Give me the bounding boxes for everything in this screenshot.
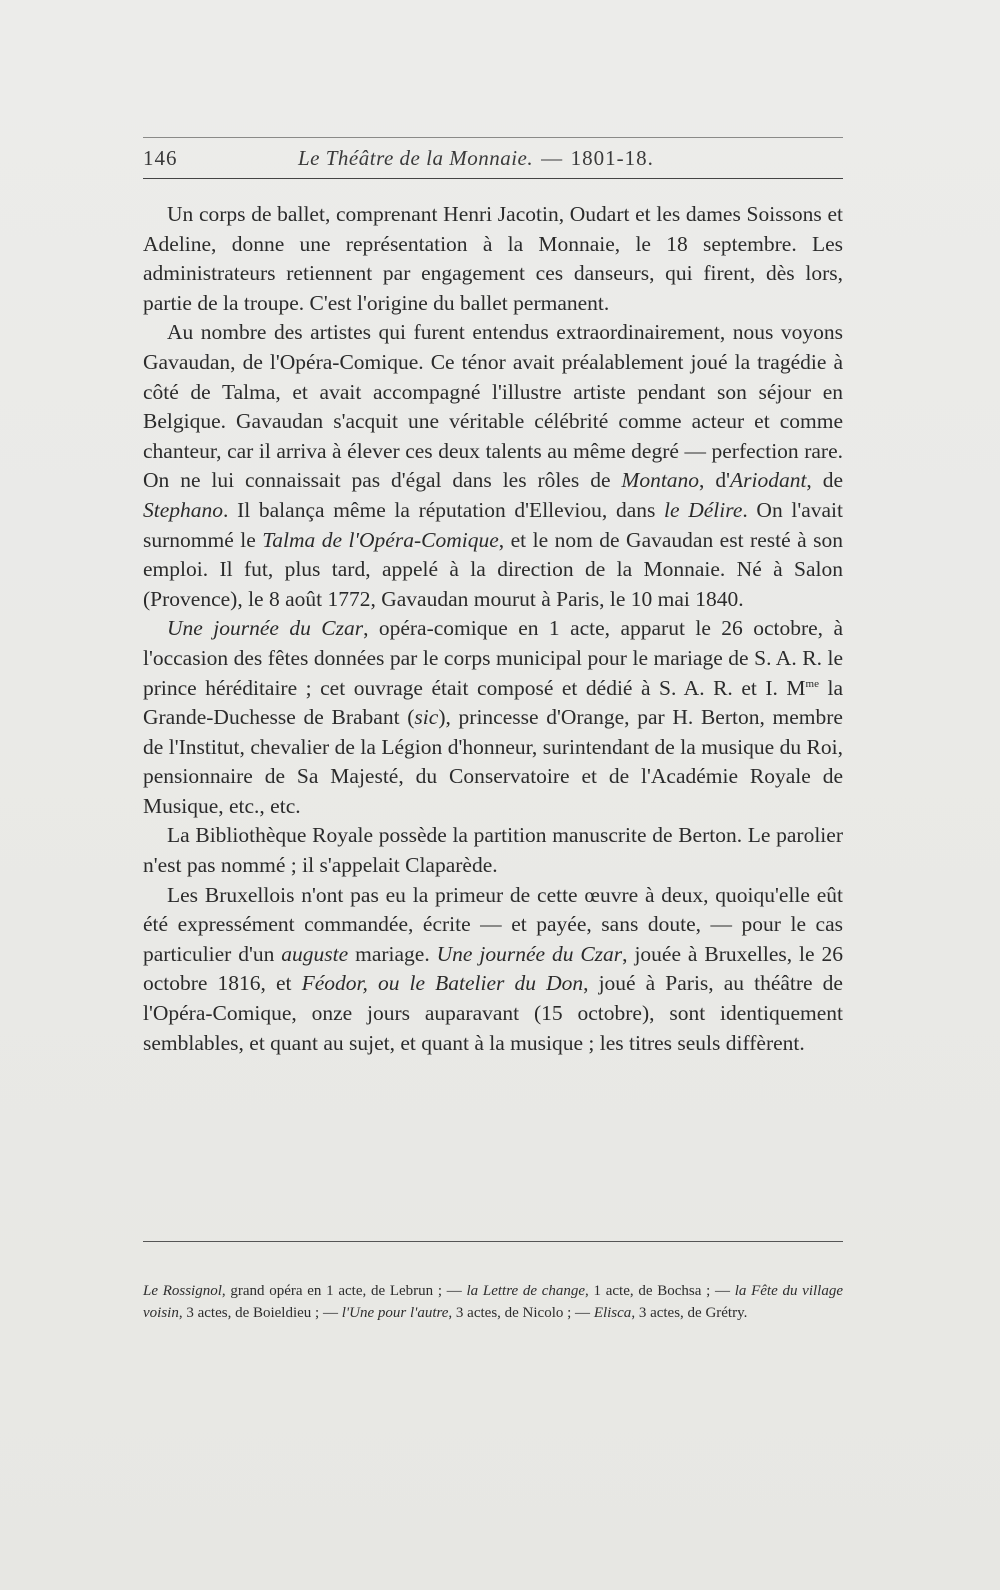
italic-text: la Fête du village voisin (143, 1283, 843, 1321)
paragraph (143, 200, 843, 318)
paragraph (143, 821, 843, 880)
italic-text: Une journée du Czar (436, 941, 623, 966)
text-run: , d' (699, 468, 730, 493)
running-title-separator: — (541, 146, 563, 170)
italic-text: le Délire (664, 497, 743, 522)
running-title-prefix: Le Théâtre de la (298, 146, 450, 170)
text-run: la Grande-Duchesse de Brabant ( (143, 675, 843, 730)
text-run: . Il balança même la réputation d'Elleviou, dans (223, 497, 665, 522)
italic-text: Montano (621, 468, 700, 493)
text-run: , 3 actes, de Nicolo ; — (448, 1305, 594, 1321)
italic-text: auguste (281, 941, 349, 966)
running-title-name: Monnaie. (449, 146, 534, 170)
text-run: Au nombre des artistes qui furent entendus extraordinairement, nous voyons Gavaudan, de l'Opéra-Comique. Ce ténor avait préalablement joué la tragédie à côté de Talma, et avait accompagné l'illustre artiste pendant son séjour en Belgique. Gavaudan s'acquit une véritable célébrité comme acteur et comme chanteur, car il arriva à élever ces deux talents au même degré — perfection rare. On ne lui connaissait pas d'égal dans les rôles de (143, 320, 843, 493)
italic-text: Une journée du Czar (167, 616, 364, 641)
text-run: , 3 actes, de Grétry. (631, 1305, 748, 1321)
text-run: Les Bruxellois n'ont pas eu la primeur de cette œuvre à deux, quoiqu'elle eût été expressément commandée, écrite — et payée, sans doute, — pour le cas particulier d'un (143, 882, 843, 966)
text-run: , de (806, 468, 844, 493)
superscript: me (805, 677, 819, 690)
text-run: , 1 acte, de Bochsa ; — (585, 1283, 735, 1299)
page-number: 146 (143, 146, 178, 170)
footnote (143, 1280, 843, 1324)
paragraph (143, 614, 843, 821)
footnote-rule (143, 1241, 843, 1242)
paragraph (143, 881, 843, 1059)
italic-text: Féodor, ou le Batelier du Don (301, 971, 584, 996)
italic-text: Talma de l'Opéra-Comique (262, 527, 499, 552)
text-run: ), princesse d'Orange, par H. Berton, membre de l'Institut, chevalier de la Légion d'honneur, surintendant de la musique du Roi, pensionnaire de Sa Majesté, du Conservatoire et de l'Académie Royale de Musique, etc., etc. (143, 705, 843, 818)
paragraph (143, 318, 843, 614)
text-run: , et le nom de Gavaudan est resté à son emploi. Il fut, plus tard, appelé à la direction de la Monnaie. Né à Salon (Provence), le 8 août 1772, Gavaudan mourut à Paris, le 10 mai 1840. (143, 527, 843, 611)
running-title-dates: 1801-18. (570, 146, 654, 170)
text-run: , jouée à Bruxelles, le 26 octobre 1816, et (143, 941, 843, 996)
text-run: , grand opéra en 1 acte, de Lebrun ; — (221, 1283, 467, 1299)
italic-text: la Lettre de change (466, 1283, 586, 1299)
text-run: , opéra-comique en 1 acte, apparut le 26 octobre, à l'occasion des fêtes données par le corps municipal pour le mariage de S. A. R. le prince héréditaire ; cet ouvrage était composé et dédié à S. A. R. et I. M (143, 616, 843, 700)
italic-text: Elisca (593, 1305, 632, 1321)
text-run: , 3 actes, de Boieldieu ; — (178, 1305, 342, 1321)
body-text (143, 200, 843, 1058)
text-run: . On l'avait surnommé le (143, 497, 844, 552)
running-header (143, 146, 843, 178)
italic-text: Le Rossignol (143, 1283, 222, 1299)
header-rule (143, 178, 843, 179)
text-run: La Bibliothèque Royale possède la partition manuscrite de Berton. Le parolier n'est pas nommé ; il s'appelait Claparède. (143, 823, 843, 878)
italic-text: Stephano (143, 497, 224, 522)
text-run: mariage. (348, 941, 437, 966)
italic-text: Ariodant (729, 468, 807, 493)
running-title (298, 146, 654, 171)
italic-text: sic (414, 705, 439, 730)
top-rule (143, 137, 843, 138)
text-run: Un corps de ballet, comprenant Henri Jacotin, Oudart et les dames Soissons et Adeline, donne une représentation à la Monnaie, le 18 septembre. Les administrateurs retiennent par engagement ces danseurs, qui firent, dès lors, partie de la troupe. C'est l'origine du ballet permanent. (143, 202, 843, 315)
italic-text: l'Une pour l'autre (341, 1305, 449, 1321)
text-run: , joué à Paris, au théâtre de l'Opéra-Comique, onze jours auparavant (15 octobre), sont identiquement semblables, et quant au sujet, et quant à la musique ; les titres seuls diffèrent. (143, 971, 843, 1055)
